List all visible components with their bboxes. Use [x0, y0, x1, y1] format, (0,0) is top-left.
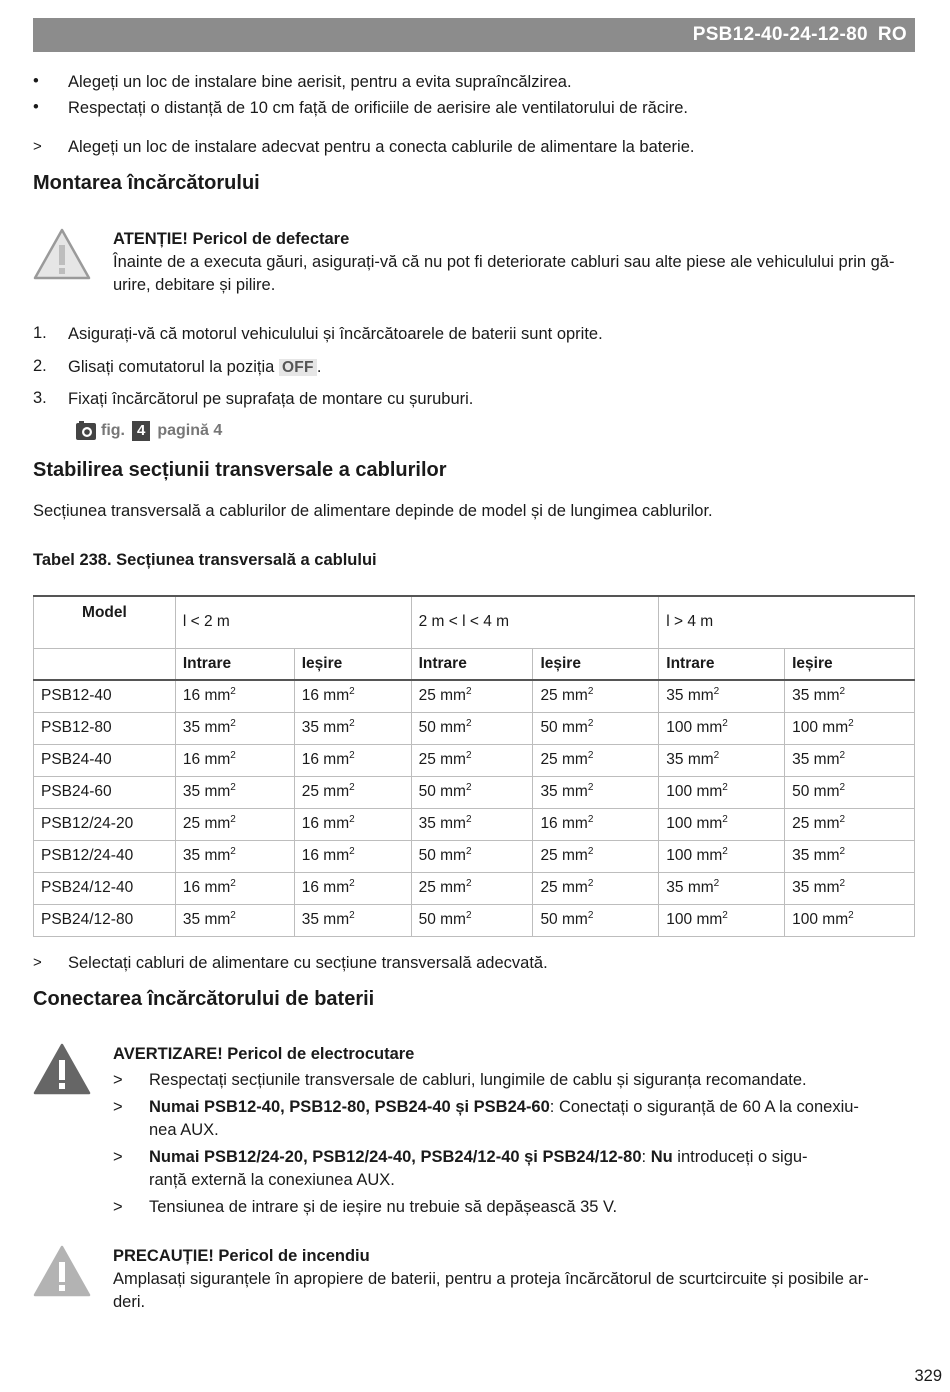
value-number: 100 [666, 719, 693, 736]
list-item-text: : [641, 1148, 651, 1166]
table-caption: Tabel 238. Secțiunea transversală a cablului [33, 551, 377, 569]
warning-title: AVERTIZARE! Pericol de electrocutare [113, 1045, 415, 1063]
value-number: 25 [418, 687, 436, 705]
value-unit: mm [323, 847, 350, 864]
value-unit: mm [687, 687, 714, 705]
step-text-1: Asigurați-vă că motorul vehiculului și încărcătoarele de baterii sunt oprite. [68, 325, 603, 343]
section-title-mounting: Montarea încărcătorului [33, 172, 260, 194]
value-unit-sup: 2 [587, 909, 594, 921]
list-item-text: : Conectați o siguranță de 60 A la conexiu- [549, 1098, 859, 1116]
value-unit-sup: 2 [722, 717, 728, 729]
value-unit-sup: 2 [465, 877, 472, 889]
value-unit-sup: 2 [230, 686, 236, 698]
caution-triangle-icon [33, 1245, 91, 1297]
value-cell [785, 680, 915, 712]
value-cell [294, 904, 411, 936]
subheader-cell: Intrare [175, 648, 294, 680]
figure-reference[interactable] [75, 421, 222, 441]
value-unit: mm [562, 879, 588, 896]
electrocution-list [113, 1069, 903, 1223]
value-unit-sup: 2 [465, 813, 472, 825]
value-unit-sup: 2 [839, 813, 846, 825]
value-unit-sup: 2 [465, 749, 472, 761]
value-number: 35 [792, 687, 810, 705]
value-cell [175, 712, 294, 744]
value-unit: mm [323, 687, 350, 705]
value-unit-sup: 2 [587, 845, 594, 857]
value-cell [294, 840, 411, 872]
value-unit: mm [323, 879, 350, 896]
value-unit-sup: 2 [722, 813, 728, 825]
subheader-empty [34, 648, 176, 680]
step-text-3: Fixați încărcătorul pe suprafața de montare cu șuruburi. [68, 390, 474, 408]
value-unit-sup: 2 [839, 845, 846, 857]
group-header-long: l > 4 m [659, 596, 915, 648]
value-unit: mm [813, 847, 840, 864]
warning-line-1: Înainte de a executa găuri, asigurați-vă că nu pot fi deteriorate cabluri sau alte piese ale vehiculului prin gă- [113, 253, 895, 271]
value-unit: mm [323, 719, 350, 736]
action-text-2: Selectați cabluri de alimentare cu secțiune transversală adecvată. [68, 954, 548, 972]
value-number: 16 [182, 879, 201, 896]
value-number: 35 [540, 783, 558, 800]
table-row [34, 840, 915, 872]
value-cell [659, 744, 785, 776]
list-item [113, 1069, 903, 1092]
value-cell [785, 808, 915, 840]
table-body [34, 680, 915, 936]
value-unit: mm [696, 719, 723, 736]
value-unit: mm [204, 687, 231, 705]
value-cell [411, 840, 533, 872]
value-unit: mm [813, 687, 840, 705]
value-unit: mm [562, 783, 588, 800]
value-unit-sup: 2 [465, 717, 472, 729]
value-cell [659, 840, 785, 872]
group-header-medium: 2 m < l < 4 m [411, 596, 659, 648]
value-unit: mm [813, 751, 840, 768]
value-cell [175, 840, 294, 872]
value-unit-sup: 2 [349, 717, 355, 729]
subheader-cell: Intrare [659, 648, 785, 680]
value-cell [659, 712, 785, 744]
value-unit: mm [562, 687, 588, 705]
value-unit-sup: 2 [349, 781, 355, 793]
value-unit-sup: 2 [230, 877, 236, 889]
value-unit-sup: 2 [587, 749, 594, 761]
value-number: 100 [666, 783, 693, 800]
value-unit: mm [440, 815, 466, 832]
model-cell: PSB24-60 [34, 776, 176, 808]
value-cell [659, 904, 785, 936]
value-number: 35 [792, 879, 810, 896]
warning-content [113, 1043, 913, 1066]
model-cell: PSB24/12-80 [34, 904, 176, 936]
value-unit-sup: 2 [587, 686, 594, 698]
language-code: RO [877, 24, 907, 45]
value-unit-sup: 2 [722, 909, 728, 921]
caution-title: PRECAUȚIE! Pericol de incendiu [113, 1247, 370, 1265]
value-cell [294, 744, 411, 776]
list-item-text: Tensiunea de intrare și de ieșire nu trebuie să depășească 35 V. [149, 1198, 618, 1216]
subheader-cell: Ieșire [294, 648, 411, 680]
list-item [113, 1096, 903, 1142]
value-number: 25 [418, 751, 436, 768]
action-arrow-icon: > [33, 954, 42, 971]
value-unit: mm [323, 783, 350, 800]
section-intro: Secțiunea transversală a cablurilor de alimentare depinde de model și de lungimea cablurilor. [33, 502, 713, 520]
value-number: 35 [301, 719, 319, 736]
value-cell [533, 872, 659, 904]
value-cell [175, 744, 294, 776]
value-number: 50 [540, 911, 558, 928]
step-text-2 [68, 355, 321, 380]
model-cell: PSB12/24-40 [34, 840, 176, 872]
value-unit-sup: 2 [713, 749, 720, 761]
value-number: 35 [666, 687, 684, 705]
value-number: 25 [792, 815, 810, 832]
model-cell: PSB12-40 [34, 680, 176, 712]
arrow-icon: > [113, 1071, 123, 1089]
value-unit: mm [562, 847, 588, 864]
value-cell [175, 776, 294, 808]
subheader-cell: Intrare [411, 648, 533, 680]
value-unit: mm [687, 751, 714, 768]
value-unit-sup: 2 [465, 909, 472, 921]
list-item-bold: Numai PSB12-40, PSB12-80, PSB24-40 și PSB24-60 [149, 1098, 550, 1116]
arrow-icon: > [113, 1148, 123, 1166]
value-unit: mm [204, 783, 231, 800]
value-unit: mm [687, 879, 714, 896]
value-number: 100 [792, 719, 818, 736]
value-cell [411, 712, 533, 744]
value-cell [411, 872, 533, 904]
value-unit: mm [696, 911, 723, 928]
value-number: 35 [182, 783, 201, 800]
value-cell [175, 872, 294, 904]
section-title-cable-cross-section: Stabilirea secțiunii transversale a cablurilor [33, 459, 447, 481]
value-cell [411, 776, 533, 808]
value-unit-sup: 2 [349, 845, 355, 857]
value-cell [533, 712, 659, 744]
value-unit: mm [440, 847, 466, 864]
table-row [34, 904, 915, 936]
value-cell [411, 904, 533, 936]
value-unit: mm [440, 879, 466, 896]
table-row [34, 680, 915, 712]
value-unit: mm [440, 783, 466, 800]
model-cell: PSB24/12-40 [34, 872, 176, 904]
value-unit: mm [562, 911, 588, 928]
model-cell: PSB24-40 [34, 744, 176, 776]
value-unit: mm [204, 879, 231, 896]
list-item-text-cont: ranță externă la conexiunea AUX. [149, 1171, 395, 1189]
value-unit: mm [204, 751, 231, 768]
header-title [693, 24, 907, 46]
value-number: 16 [301, 815, 319, 832]
value-cell [785, 872, 915, 904]
cable-cross-section-table [33, 595, 915, 937]
value-number: 50 [418, 847, 436, 864]
value-unit: mm [440, 751, 466, 768]
value-unit-sup: 2 [848, 717, 854, 729]
value-cell [175, 808, 294, 840]
value-cell [533, 840, 659, 872]
model-cell: PSB12/24-20 [34, 808, 176, 840]
fig-number: 4 [132, 421, 150, 441]
bullet-text-2: Respectați o distanță de 10 cm față de orificiile de aerisire ale ventilatorului de răcire. [68, 99, 688, 117]
value-unit-sup: 2 [587, 813, 594, 825]
value-number: 25 [301, 783, 319, 800]
page-header [33, 18, 915, 52]
table-subheader-row [34, 648, 915, 680]
section-title-connecting: Conectarea încărcătorului de baterii [33, 988, 375, 1010]
value-cell [785, 904, 915, 936]
list-item-bold-nu: Nu [650, 1148, 673, 1166]
value-unit-sup: 2 [848, 909, 854, 921]
fig-label: fig. [101, 422, 125, 439]
value-unit-sup: 2 [587, 877, 594, 889]
value-cell [175, 904, 294, 936]
warning-triangle-icon [33, 1043, 91, 1095]
value-unit-sup: 2 [230, 909, 236, 921]
value-number: 35 [666, 879, 684, 896]
value-number: 25 [540, 879, 558, 896]
value-unit: mm [440, 911, 466, 928]
value-unit: mm [562, 719, 588, 736]
value-number: 16 [301, 751, 319, 768]
value-cell [411, 744, 533, 776]
warning-line-2: urire, debitare și pilire. [113, 276, 276, 294]
switch-position-off: OFF [279, 359, 317, 376]
action-text-1: Alegeți un loc de instalare adecvat pentru a conecta cablurile de alimentare la baterie. [68, 138, 695, 156]
list-item [113, 1146, 903, 1192]
value-cell [294, 776, 411, 808]
value-number: 16 [301, 879, 319, 896]
value-unit: mm [323, 815, 350, 832]
value-unit: mm [822, 911, 849, 928]
value-unit-sup: 2 [839, 749, 846, 761]
list-item-bold: Numai PSB12/24-20, PSB12/24-40, PSB24/12-40 și PSB24/12-80 [149, 1148, 642, 1166]
value-number: 16 [182, 687, 201, 705]
value-unit-sup: 2 [230, 717, 236, 729]
value-number: 35 [301, 911, 319, 928]
value-number: 25 [540, 751, 558, 768]
value-number: 35 [792, 751, 810, 768]
value-number: 100 [792, 911, 818, 928]
value-unit-sup: 2 [349, 813, 355, 825]
value-unit: mm [813, 815, 840, 832]
value-unit: mm [696, 815, 723, 832]
value-unit-sup: 2 [465, 781, 472, 793]
model-header: Model [34, 596, 176, 648]
value-unit-sup: 2 [839, 686, 846, 698]
value-unit: mm [813, 879, 840, 896]
value-cell [411, 808, 533, 840]
step-number-1: 1. [33, 324, 47, 342]
value-number: 25 [418, 879, 436, 896]
table-row [34, 744, 915, 776]
value-unit: mm [204, 815, 231, 832]
value-unit-sup: 2 [230, 749, 236, 761]
value-number: 100 [666, 847, 693, 864]
value-unit: mm [562, 751, 588, 768]
value-cell [785, 840, 915, 872]
value-unit: mm [204, 847, 231, 864]
value-unit: mm [562, 815, 588, 832]
step-number-2: 2. [33, 357, 47, 375]
bullet-text-1: Alegeți un loc de instalare bine aerisit, pentru a evita supraîncălzirea. [68, 73, 572, 91]
step-2-suffix: . [316, 358, 322, 376]
value-cell [533, 904, 659, 936]
value-unit-sup: 2 [230, 813, 236, 825]
value-number: 35 [666, 751, 684, 768]
value-cell [294, 680, 411, 712]
value-unit: mm [204, 719, 231, 736]
value-unit-sup: 2 [839, 781, 846, 793]
product-code: PSB12-40-24-12-80 [692, 24, 868, 45]
value-cell [294, 872, 411, 904]
arrow-icon: > [113, 1098, 123, 1116]
value-cell [533, 744, 659, 776]
value-number: 35 [182, 719, 201, 736]
value-unit-sup: 2 [349, 749, 355, 761]
warning-title: ATENȚIE! Pericol de defectare [113, 230, 350, 248]
value-unit: mm [440, 687, 466, 705]
caution-content [113, 1245, 913, 1314]
value-number: 35 [418, 815, 436, 832]
table-row [34, 808, 915, 840]
value-number: 16 [182, 751, 201, 768]
value-cell [294, 712, 411, 744]
value-number: 25 [540, 687, 558, 705]
value-unit-sup: 2 [230, 781, 236, 793]
table-row [34, 872, 915, 904]
arrow-icon: > [113, 1198, 123, 1216]
value-number: 35 [182, 847, 201, 864]
value-number: 16 [301, 847, 319, 864]
value-unit-sup: 2 [839, 877, 846, 889]
value-number: 16 [540, 815, 558, 832]
value-unit-sup: 2 [587, 717, 594, 729]
subheader-cell: Ieșire [785, 648, 915, 680]
table-row [34, 712, 915, 744]
value-number: 35 [792, 847, 810, 864]
value-number: 100 [666, 911, 693, 928]
group-header-short: l < 2 m [175, 596, 411, 648]
value-unit: mm [696, 847, 723, 864]
value-cell [785, 776, 915, 808]
value-number: 16 [301, 687, 319, 705]
value-cell [533, 808, 659, 840]
camera-icon [75, 421, 97, 441]
value-unit: mm [813, 783, 840, 800]
action-arrow-icon: > [33, 138, 42, 155]
list-item-text: Respectați secțiunile transversale de cabluri, lungimile de cablu și siguranța recomandate. [149, 1071, 807, 1089]
value-unit: mm [822, 719, 849, 736]
value-unit: mm [323, 911, 350, 928]
value-number: 50 [418, 719, 436, 736]
table-row [34, 776, 915, 808]
value-unit-sup: 2 [230, 845, 236, 857]
value-cell [659, 776, 785, 808]
value-cell [659, 872, 785, 904]
value-unit-sup: 2 [587, 781, 594, 793]
value-cell [659, 808, 785, 840]
bullet-dot-2: • [33, 98, 39, 116]
value-unit-sup: 2 [349, 877, 355, 889]
value-cell [294, 808, 411, 840]
value-number: 50 [540, 719, 558, 736]
caution-line-2: deri. [113, 1293, 146, 1311]
value-number: 50 [418, 783, 436, 800]
value-cell [659, 680, 785, 712]
fig-page: pagină 4 [157, 422, 223, 439]
bullet-dot-1: • [33, 72, 39, 90]
value-unit-sup: 2 [713, 686, 720, 698]
value-number: 50 [418, 911, 436, 928]
value-cell [411, 680, 533, 712]
value-cell [785, 744, 915, 776]
subheader-cell: Ieșire [533, 648, 659, 680]
value-number: 50 [792, 783, 810, 800]
value-unit-sup: 2 [465, 845, 472, 857]
value-unit: mm [440, 719, 466, 736]
list-item [113, 1196, 903, 1219]
value-unit-sup: 2 [722, 781, 728, 793]
value-unit-sup: 2 [349, 909, 355, 921]
list-item-text-cont: nea AUX. [149, 1121, 219, 1139]
step-2-label: Glisați comutatorul la poziția [68, 358, 275, 376]
value-unit: mm [323, 751, 350, 768]
caution-line-1: Amplasați siguranțele în apropiere de baterii, pentru a proteja încărcătorul de scurtcircuite și posibile ar- [113, 1270, 869, 1288]
value-number: 35 [182, 911, 201, 928]
warning-triangle-icon [33, 228, 91, 280]
table-header-row [34, 596, 915, 648]
value-cell [533, 776, 659, 808]
value-number: 100 [666, 815, 693, 832]
value-unit-sup: 2 [349, 686, 355, 698]
value-unit-sup: 2 [465, 686, 472, 698]
value-unit-sup: 2 [722, 845, 728, 857]
step-number-3: 3. [33, 389, 47, 407]
value-unit: mm [204, 911, 231, 928]
list-item-text-after: introduceți o sigu- [672, 1148, 808, 1166]
value-cell [533, 680, 659, 712]
value-number: 25 [540, 847, 558, 864]
value-cell [175, 680, 294, 712]
value-number: 25 [182, 815, 201, 832]
value-cell [785, 712, 915, 744]
page-number: 329 [914, 1367, 942, 1385]
value-unit-sup: 2 [713, 877, 720, 889]
model-cell: PSB12-80 [34, 712, 176, 744]
warning-content [113, 228, 913, 297]
value-unit: mm [696, 783, 723, 800]
